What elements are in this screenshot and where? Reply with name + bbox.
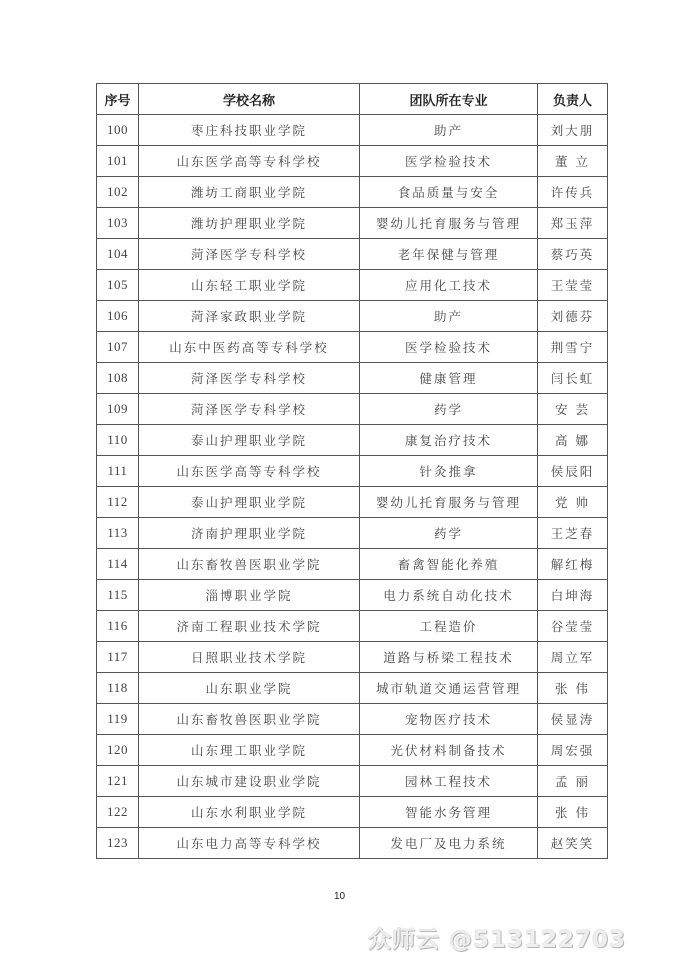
cell-leader: 郑玉萍 [538,208,608,239]
cell-school: 山东医学高等专科学校 [139,456,360,487]
cell-major: 康复治疗技术 [360,425,538,456]
cell-school: 菏泽医学专科学校 [139,394,360,425]
cell-school: 日照职业技术学院 [139,642,360,673]
cell-major: 工程造价 [360,611,538,642]
cell-school: 山东城市建设职业学院 [139,766,360,797]
header-index: 序号 [97,84,139,115]
table-row [97,425,608,456]
table-row [97,177,608,208]
cell-major: 老年保健与管理 [360,239,538,270]
cell-index: 104 [97,239,139,270]
cell-school: 山东中医药高等专科学校 [139,332,360,363]
cell-index: 119 [97,704,139,735]
table-row [97,611,608,642]
cell-major: 道路与桥梁工程技术 [360,642,538,673]
cell-index: 108 [97,363,139,394]
cell-index: 105 [97,270,139,301]
table-row [97,766,608,797]
cell-index: 110 [97,425,139,456]
cell-major: 健康管理 [360,363,538,394]
cell-major: 食品质量与安全 [360,177,538,208]
table-row [97,642,608,673]
cell-index: 109 [97,394,139,425]
cell-leader: 周立军 [538,642,608,673]
cell-index: 122 [97,797,139,828]
table-row [97,301,608,332]
cell-leader: 蔡巧英 [538,239,608,270]
header-major: 团队所在专业 [360,84,538,115]
cell-major: 婴幼儿托育服务与管理 [360,487,538,518]
cell-major: 药学 [360,518,538,549]
table-row [97,828,608,859]
cell-index: 113 [97,518,139,549]
table-row [97,332,608,363]
table-row [97,580,608,611]
table-row [97,456,608,487]
watermark: 众师云 @513122703 [368,927,627,953]
cell-leader: 闫长虹 [538,363,608,394]
cell-index: 120 [97,735,139,766]
cell-major: 针灸推拿 [360,456,538,487]
table-header-row [97,84,608,115]
cell-index: 115 [97,580,139,611]
cell-leader: 安 芸 [538,394,608,425]
table-row [97,735,608,766]
cell-major: 应用化工技术 [360,270,538,301]
cell-leader: 解红梅 [538,549,608,580]
cell-index: 117 [97,642,139,673]
cell-school: 济南护理职业学院 [139,518,360,549]
cell-leader: 王芝春 [538,518,608,549]
cell-major: 智能水务管理 [360,797,538,828]
cell-major: 婴幼儿托育服务与管理 [360,208,538,239]
cell-school: 济南工程职业技术学院 [139,611,360,642]
team-list-table [96,83,608,859]
cell-major: 助产 [360,115,538,146]
cell-major: 畜禽智能化养殖 [360,549,538,580]
table-row [97,704,608,735]
table-row [97,208,608,239]
cell-leader: 张 伟 [538,673,608,704]
cell-major: 医学检验技术 [360,146,538,177]
table-row [97,363,608,394]
cell-major: 城市轨道交通运营管理 [360,673,538,704]
table-row [97,797,608,828]
cell-index: 121 [97,766,139,797]
header-leader: 负责人 [538,84,608,115]
cell-leader: 王莹莹 [538,270,608,301]
cell-major: 电力系统自动化技术 [360,580,538,611]
table-row [97,115,608,146]
cell-school: 潍坊工商职业学院 [139,177,360,208]
cell-leader: 党 帅 [538,487,608,518]
cell-index: 116 [97,611,139,642]
cell-index: 123 [97,828,139,859]
cell-index: 111 [97,456,139,487]
cell-index: 103 [97,208,139,239]
cell-school: 山东畜牧兽医职业学院 [139,704,360,735]
cell-school: 菏泽医学专科学校 [139,363,360,394]
table-row [97,146,608,177]
header-school: 学校名称 [139,84,360,115]
cell-school: 菏泽医学专科学校 [139,239,360,270]
table-row [97,518,608,549]
cell-major: 光伏材料制备技术 [360,735,538,766]
table-row [97,270,608,301]
cell-leader: 周宏强 [538,735,608,766]
table-row [97,673,608,704]
cell-leader: 谷莹莹 [538,611,608,642]
cell-leader: 刘德芬 [538,301,608,332]
cell-school: 泰山护理职业学院 [139,425,360,456]
cell-index: 112 [97,487,139,518]
table-row [97,487,608,518]
cell-leader: 刘大朋 [538,115,608,146]
cell-school: 菏泽家政职业学院 [139,301,360,332]
cell-major: 宠物医疗技术 [360,704,538,735]
page-number: 10 [334,891,346,902]
cell-school: 潍坊护理职业学院 [139,208,360,239]
cell-school: 山东职业学院 [139,673,360,704]
cell-leader: 高 娜 [538,425,608,456]
cell-major: 医学检验技术 [360,332,538,363]
cell-index: 102 [97,177,139,208]
cell-leader: 张 伟 [538,797,608,828]
cell-school: 山东医学高等专科学校 [139,146,360,177]
cell-leader: 许传兵 [538,177,608,208]
cell-school: 山东轻工职业学院 [139,270,360,301]
cell-index: 101 [97,146,139,177]
cell-school: 山东理工职业学院 [139,735,360,766]
table-row [97,239,608,270]
cell-leader: 赵笑笑 [538,828,608,859]
cell-leader: 董 立 [538,146,608,177]
table-row [97,549,608,580]
cell-leader: 侯显涛 [538,704,608,735]
cell-leader: 孟 丽 [538,766,608,797]
cell-leader: 侯辰阳 [538,456,608,487]
cell-school: 山东电力高等专科学校 [139,828,360,859]
cell-leader: 荆雪宁 [538,332,608,363]
cell-major: 发电厂及电力系统 [360,828,538,859]
cell-index: 100 [97,115,139,146]
cell-school: 枣庄科技职业学院 [139,115,360,146]
cell-school: 山东水利职业学院 [139,797,360,828]
cell-school: 淄博职业学院 [139,580,360,611]
cell-major: 助产 [360,301,538,332]
cell-index: 107 [97,332,139,363]
cell-major: 药学 [360,394,538,425]
cell-leader: 白坤海 [538,580,608,611]
table-row [97,394,608,425]
cell-school: 山东畜牧兽医职业学院 [139,549,360,580]
cell-index: 114 [97,549,139,580]
cell-index: 106 [97,301,139,332]
cell-major: 园林工程技术 [360,766,538,797]
cell-school: 泰山护理职业学院 [139,487,360,518]
cell-index: 118 [97,673,139,704]
